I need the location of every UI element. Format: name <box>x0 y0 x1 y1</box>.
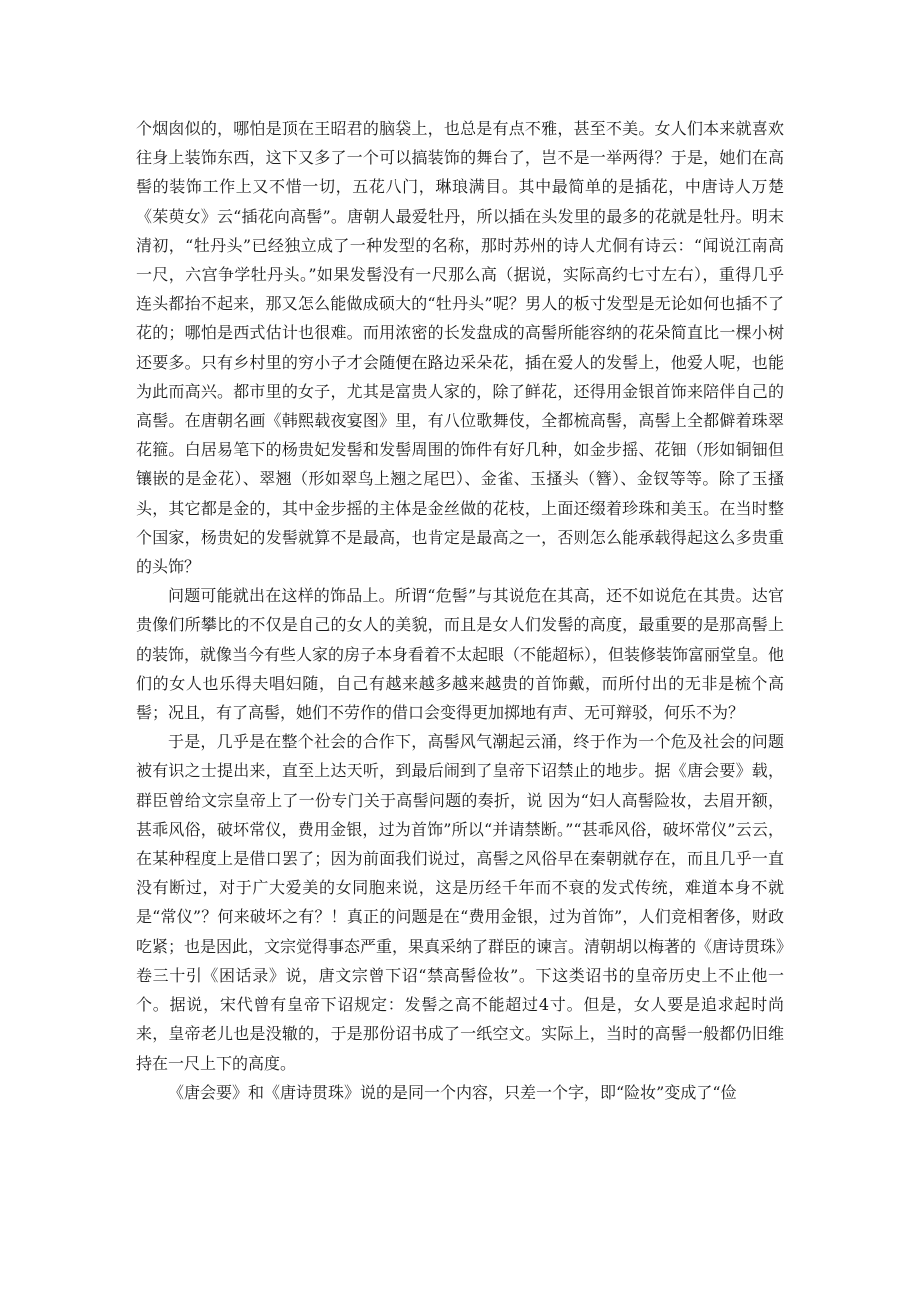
paragraph-4: 《唐会要》和《唐诗贯珠》说的是同一个内容，只差一个字，即“险妆”变成了“俭 <box>168 1082 737 1102</box>
paragraph-3: 于是，几乎是在整个社会的合作下，高髻风气潮起云涌，终于作为一个危及社会的问题被有识之士提出来，直至上达天听，到最后闹到了皇帝下诏禁止的地步。据《唐会要》载，群臣曾给文宗皇帝上了一份专门关于高髻问题的奏折，说 因为“妇人高髻险妆，去眉开额，甚乖风俗，破坏常仪，费用金银，过为首饰”所以“并请禁断。”“甚乖风俗，破坏常仪”云云，在某种程度上是借口罢了；因为前面我们说过，高髻之风俗早在秦朝就存在，而且几乎一直没有断过，对于广大爱美的女同胞来说，这是历经千年而不衰的发式传统，难道本身不就是“常仪”？何来破坏之有？！真正的问题是在“费用金银，过为首饰”，人们竞相奢侈，财政吃紧；也是因此，文宗觉得事态严重，果真采纳了群臣的谏言。清朝胡以梅著的《唐诗贯珠》卷三十引《困话录》说，唐文宗曾下诏“禁高髻俭妆”。下这类诏书的皇帝历史上不止他一个。据说，宋代曾有皇帝下诏规定：发髻之高不能超过4寸。但是，女人要是追求起时尚来，皇帝老儿也是没辙的，于是那份诏书成了一纸空文。实际上，当时的高髻一般都仍旧维持在一尺上下的高度。 <box>136 732 785 1073</box>
document-body <box>136 114 784 1107</box>
paragraph-1: 个烟囱似的，哪怕是顶在王昭君的脑袋上，也总是有点不雅，甚至不美。女人们本来就喜欢往身上装饰东西，这下又多了一个可以搞装饰的舞台了，岂不是一举两得？于是，她们在高髻的装饰工作上又不惜一切，五花八门，琳琅满目。其中最简单的是插花，中唐诗人万楚《茱萸女》云“插花向高髻”。唐朝人最爱牡丹，所以插在头发里的最多的花就是牡丹。明末清初，“牡丹头”已经独立成了一种发型的名称，那时苏州的诗人尤侗有诗云：“闻说江南高一尺，六宫争学牡丹头。”如果发髻没有一尺那么高（据说，实际高约七寸左右），重得几乎连头都抬不起来，那又怎么能做成硕大的“牡丹头”呢？男人的板寸发型是无论如何也插不了花的；哪怕是西式估计也很难。而用浓密的长发盘成的高髻所能容纳的花朵简直比一棵小树还要多。只有乡村里的穷小子才会随便在路边采朵花，插在爱人的发髻上，他爱人呢，也能为此而高兴。都市里的女子，尤其是富贵人家的，除了鲜花，还得用金银首饰来陪伴自己的高髻。在唐朝名画《韩熙载夜宴图》里，有八位歌舞伎，全都梳高髻，高髻上全都僻着珠翠花箍。白居易笔下的杨贵妃发髻和发髻周围的饰件有好几种，如金步摇、花钿（形如铜钿但镶嵌的是金花）、翠翘（形如翠鸟上翘之尾巴）、金雀、玉搔头（簪）、金钗等等。除了玉搔头，其它都是金的，其中金步摇的主体是金丝做的花枝，上面还缀着珍珠和美玉。在当时整个国家，杨贵妃的发髻就算不是最高，也肯定是最高之一，否则怎么能承载得起这么多贵重的头饰？ <box>136 119 784 577</box>
paragraph-2: 问题可能就出在这样的饰品上。所谓“危髻”与其说危在其高，还不如说危在其贵。达官贵像们所攀比的不仅是自己的女人的美貌，而且是女人们发髻的高度，最重要的是那高髻上的装饰，就像当今有些人家的房子本身看着不太起眼（不能超标），但装修装饰富丽堂皇。他们的女人也乐得夫唱妇随，自己有越来越多越来越贵的首饰戴，而所付出的无非是梳个高髻；况且，有了高髻，她们不劳作的借口会变得更加掷地有声、无可辩驳，何乐不为？ <box>136 586 785 723</box>
